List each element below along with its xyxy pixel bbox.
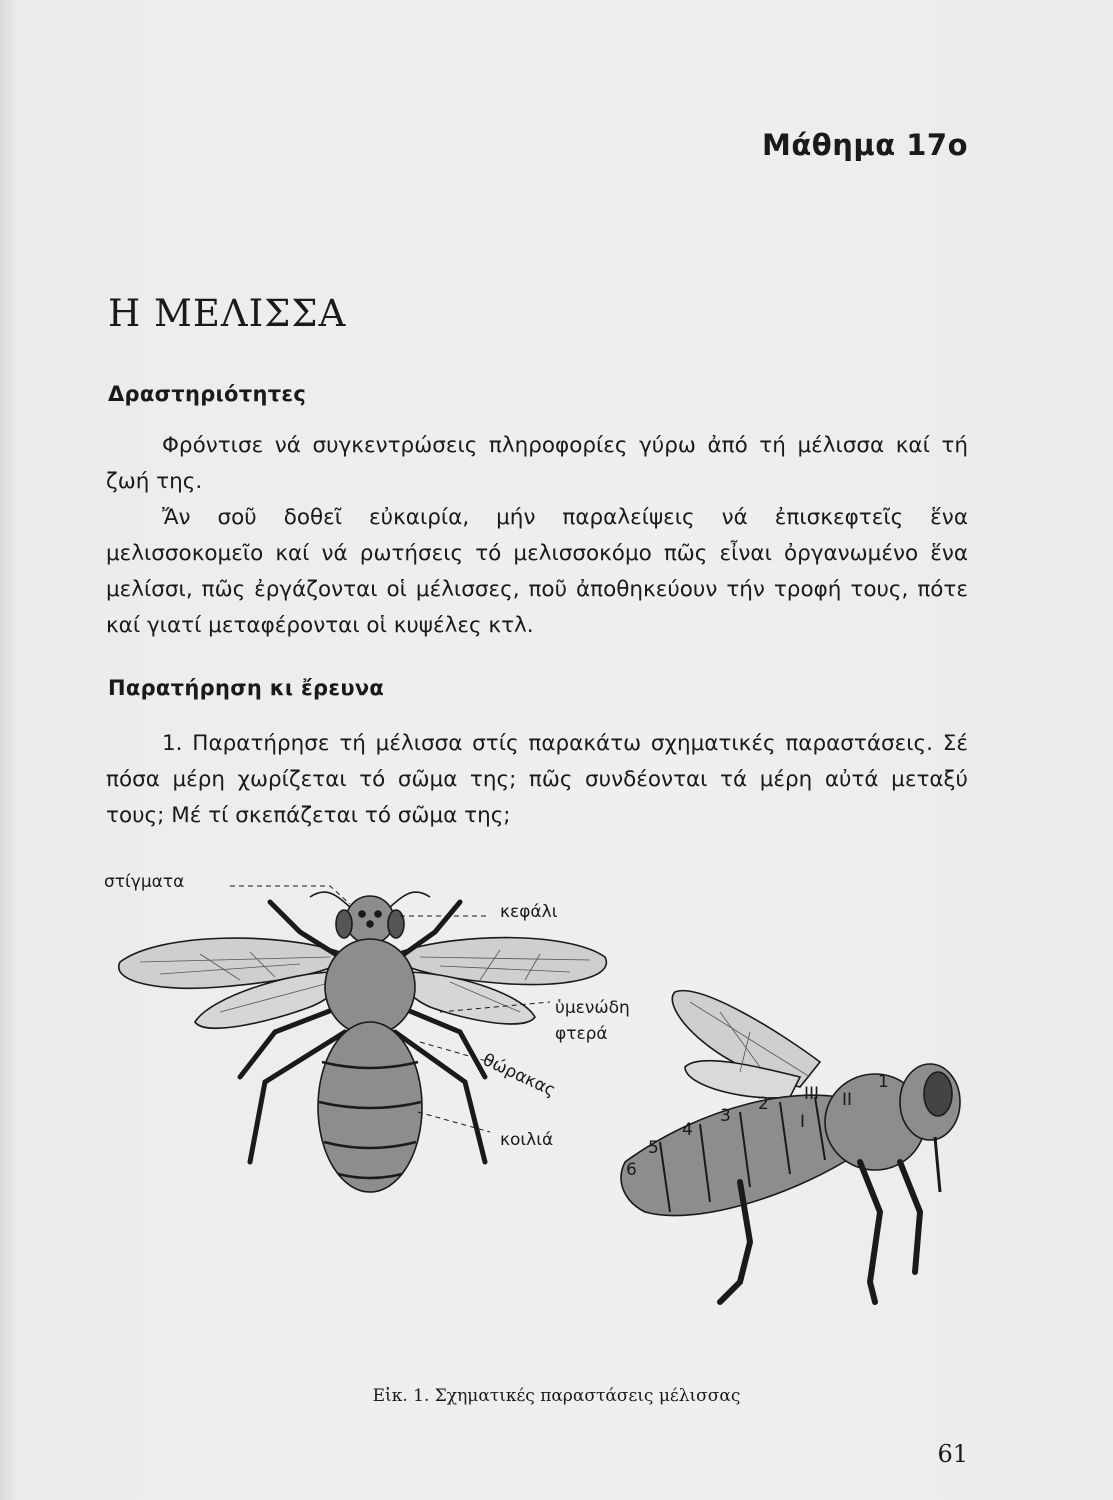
- segment-number: 2: [758, 1094, 769, 1114]
- label-head: κεφάλι: [500, 902, 558, 922]
- label-wings-2: φτερά: [555, 1024, 608, 1044]
- lesson-label: Μάθημα 17ο: [762, 128, 968, 162]
- activities-heading: Δραστηριότητες: [108, 382, 307, 406]
- segment-number: 3: [720, 1106, 731, 1126]
- bee-thorax: [325, 939, 415, 1035]
- label-thorax: θώρακας: [479, 1050, 559, 1102]
- thorax-number: I: [800, 1112, 806, 1132]
- segment-number: 4: [682, 1120, 693, 1140]
- segment-number: 5: [648, 1138, 659, 1158]
- thorax-number: II: [842, 1090, 853, 1110]
- thorax-number: III: [804, 1084, 820, 1104]
- paragraph: 1. Παρατήρησε τή μέλισσα στίς παρακάτω σχηματικές παραστάσεις. Σέ πόσα μέρη χωρίζεται τό σῶμα της; πῶς συνδέονται τά μέρη αὐτά μεταξύ τους; Μέ τί σκεπάζεται τό σῶμα της;: [106, 731, 968, 828]
- label-wings-1: ὑμενώδη: [555, 998, 630, 1018]
- paragraph: Ἄν σοῦ δοθεῖ εὐκαιρία, μήν παραλείψεις νά ἐπισκεφτεῖς ἕνα μελισσοκομεῖο καί νά ρωτήσεις τό μελισσοκόμο πῶς εἶναι ὀργανωμένο ἕνα μελίσσι, πῶς ἐργάζονται οἱ μέλισσες, ποῦ ἀποθηκεύουν τήν τροφή τους, πότε καί γιατί μεταφέρονται οἱ κυψέλες κτλ.: [106, 505, 968, 638]
- segment-number: 6: [626, 1160, 637, 1180]
- observation-heading: Παρατήρηση κι ἔρευνα: [108, 676, 385, 700]
- paragraph: Φρόντισε νά συγκεντρώσεις πληροφορίες γύρω ἀπό τή μέλισσα καί τή ζωή της.: [106, 433, 968, 494]
- bee-side-view: [621, 991, 960, 1302]
- segment-number: 1: [878, 1072, 889, 1092]
- observation-text: [106, 726, 968, 834]
- figure-caption: Εἰκ. 1. Σχηματικές παραστάσεις μέλισσας: [372, 1386, 741, 1406]
- page-number: 61: [937, 1440, 968, 1468]
- page-title: Η ΜΕΛΙΣΣΑ: [108, 292, 347, 335]
- label-abdomen: κοιλιά: [500, 1130, 554, 1150]
- label-stigmata: στίγματα: [104, 872, 185, 892]
- bee-head: [346, 896, 394, 944]
- activities-text: [106, 428, 968, 644]
- bee-figure: [100, 862, 980, 1332]
